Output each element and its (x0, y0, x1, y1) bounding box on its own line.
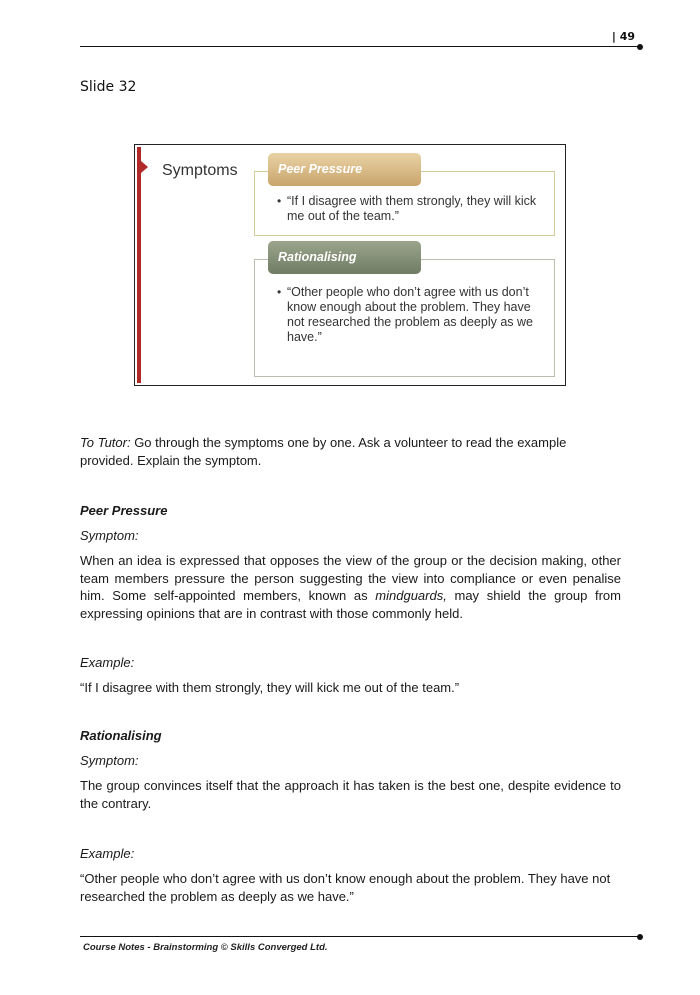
section-heading-rationalising: Rationalising (80, 728, 162, 743)
footer-rule (80, 936, 640, 937)
symptom-text: may shield the group from expressing opinions that are in contrast with those commonly held. (80, 588, 621, 621)
symptom-label: Symptom: (80, 753, 139, 768)
slide-arrow-icon (141, 161, 148, 173)
section-heading-peer-pressure: Peer Pressure (80, 503, 168, 518)
symptom-text: When an idea is expressed that opposes the view of the group or the decision making, other team members pressure the person suggesting the view into compliance or even penalise him. Some self-appointed members, known as (80, 553, 621, 603)
tutor-note-label: To Tutor: (80, 435, 131, 450)
header-rule (80, 46, 640, 47)
symptom-paragraph: The group convinces itself that the approach it has taken is the best one, despite evidence to the contrary. (80, 778, 621, 811)
tutor-note (80, 434, 621, 469)
slide-tab-rationalising: Rationalising (268, 241, 421, 274)
slide-box-rationalising (254, 259, 555, 377)
bullet-icon: • (277, 194, 282, 208)
bullet-icon: • (277, 285, 282, 299)
slide-tab-peer-pressure: Peer Pressure (268, 153, 421, 186)
example-label: Example: (80, 846, 135, 861)
slide-label: Slide 32 (80, 79, 137, 95)
slide-box-text: “If I disagree with them strongly, they will kick me out of the team.” (287, 194, 537, 223)
example-text: “Other people who don’t agree with us don’t know enough about the problem. They have not researched the problem as deeply as we have.” (80, 871, 611, 904)
example-label: Example: (80, 655, 135, 670)
footer-text: Course Notes - Brainstorming © Skills Converged Ltd. (83, 942, 328, 953)
tutor-note-text: Go through the symptoms one by one. Ask a volunteer to read the example provided. Explain the symptom. (80, 435, 567, 468)
page-number: | 49 (611, 30, 635, 43)
slide-box-text: “Other people who don’t agree with us don’t know enough about the problem. They have not researched the problem as deeply as we have.” (287, 285, 533, 344)
symptom-emphasis: mindguards, (375, 588, 447, 603)
slide-accent-bar (137, 147, 141, 383)
slide-title: Symptoms (162, 162, 238, 179)
example-text: “If I disagree with them strongly, they will kick me out of the team.” (80, 680, 460, 695)
symptom-paragraph (80, 552, 621, 622)
symptom-label: Symptom: (80, 528, 139, 543)
slide-thumbnail (134, 144, 566, 386)
